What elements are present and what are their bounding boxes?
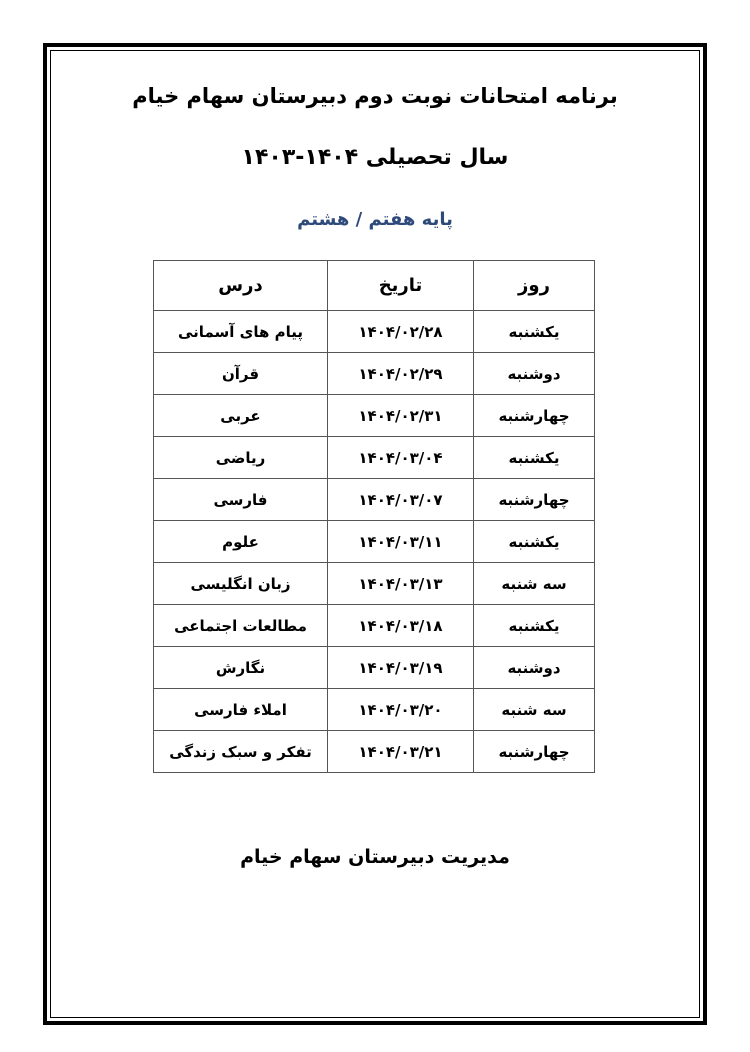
table-row <box>154 353 595 395</box>
cell-course: علوم <box>154 521 328 563</box>
cell-day: چهارشنبه <box>474 731 595 773</box>
table-row <box>154 479 595 521</box>
cell-day: چهارشنبه <box>474 395 595 437</box>
cell-course: زبان انگلیسی <box>154 563 328 605</box>
cell-date: ۱۴۰۴/۰۲/۲۹ <box>328 353 474 395</box>
exam-schedule-table <box>153 260 595 773</box>
cell-course: پیام های آسمانی <box>154 311 328 353</box>
cell-day: سه شنبه <box>474 689 595 731</box>
column-header-course: درس <box>154 261 328 311</box>
cell-date: ۱۴۰۴/۰۳/۱۸ <box>328 605 474 647</box>
cell-day: دوشنبه <box>474 353 595 395</box>
cell-date: ۱۴۰۴/۰۳/۲۰ <box>328 689 474 731</box>
cell-day: یکشنبه <box>474 521 595 563</box>
cell-day: دوشنبه <box>474 647 595 689</box>
page-title: برنامه امتحانات نوبت دوم دبیرستان سهام خیام <box>132 84 618 108</box>
cell-course: تفکر و سبک زندگی <box>154 731 328 773</box>
cell-course: املاء فارسی <box>154 689 328 731</box>
cell-date: ۱۴۰۴/۰۳/۱۳ <box>328 563 474 605</box>
cell-date: ۱۴۰۴/۰۳/۰۷ <box>328 479 474 521</box>
cell-date: ۱۴۰۴/۰۳/۱۱ <box>328 521 474 563</box>
cell-course: نگارش <box>154 647 328 689</box>
cell-day: چهارشنبه <box>474 479 595 521</box>
table-row <box>154 731 595 773</box>
cell-course: عربی <box>154 395 328 437</box>
table-row <box>154 605 595 647</box>
cell-day: یکشنبه <box>474 437 595 479</box>
table-header-row <box>154 261 595 311</box>
table-row <box>154 689 595 731</box>
cell-course: فارسی <box>154 479 328 521</box>
table-row <box>154 647 595 689</box>
table-row <box>154 395 595 437</box>
cell-course: ریاضی <box>154 437 328 479</box>
cell-day: یکشنبه <box>474 311 595 353</box>
cell-date: ۱۴۰۴/۰۳/۱۹ <box>328 647 474 689</box>
table-row <box>154 521 595 563</box>
cell-day: سه شنبه <box>474 563 595 605</box>
principal-signature-line: مدیریت دبیرستان سهام خیام <box>240 846 510 868</box>
academic-year: سال تحصیلی ۱۴۰۴-۱۴۰۳ <box>241 145 509 170</box>
grade-heading: پایه هفتم / هشتم <box>297 209 453 230</box>
table-row <box>154 437 595 479</box>
table-row <box>154 311 595 353</box>
cell-course: مطالعات اجتماعی <box>154 605 328 647</box>
table-row <box>154 563 595 605</box>
cell-day: یکشنبه <box>474 605 595 647</box>
cell-date: ۱۴۰۴/۰۲/۳۱ <box>328 395 474 437</box>
column-header-date: تاریخ <box>328 261 474 311</box>
cell-date: ۱۴۰۴/۰۳/۲۱ <box>328 731 474 773</box>
column-header-day: روز <box>474 261 595 311</box>
cell-date: ۱۴۰۴/۰۳/۰۴ <box>328 437 474 479</box>
cell-course: قرآن <box>154 353 328 395</box>
cell-date: ۱۴۰۴/۰۲/۲۸ <box>328 311 474 353</box>
